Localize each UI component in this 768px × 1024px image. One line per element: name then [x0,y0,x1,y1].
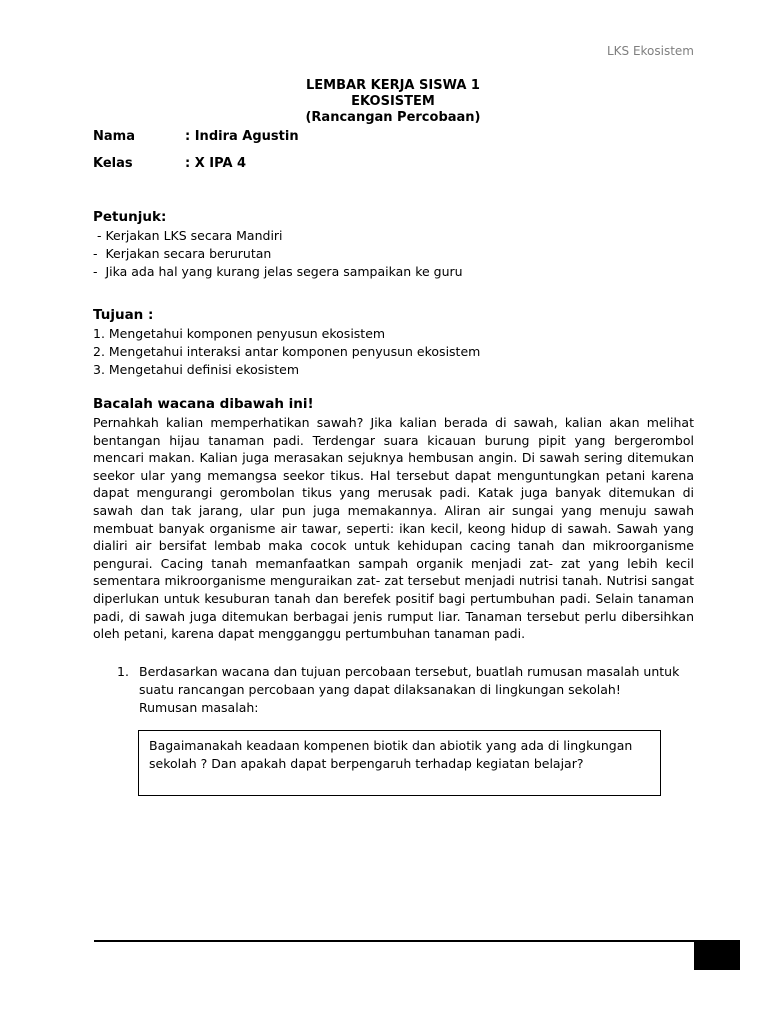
name-label: Nama [93,129,135,144]
reading-heading: Bacalah wacana dibawah ini! [93,396,314,412]
footer-rule [94,940,694,942]
class-row [93,156,246,171]
answer-box: Bagaimanakah keadaan kompenen biotik dan abiotik yang ada di lingkungan sekolah ? Dan apakah dapat berpengaruh terhadap kegiatan belajar? [138,730,661,796]
question-number: 1. [117,664,129,679]
class-label: Kelas [93,156,133,171]
title-line-2: EKOSISTEM [351,94,435,109]
objectives-heading: Tujuan : [93,307,154,323]
instructions-heading: Petunjuk: [93,209,167,225]
document-header: LKS Ekosistem [606,44,694,58]
page-number-box [694,940,740,970]
name-value: : Indira Agustin [185,129,299,144]
instruction-item: - Kerjakan LKS secara Mandiri [93,228,283,243]
objective-item: 3. Mengetahui definisi ekosistem [93,362,300,377]
objective-item: 1. Mengetahui komponen penyusun ekosistem [93,326,386,341]
question-1 [117,663,697,717]
instruction-item: - Kerjakan secara berurutan [93,246,272,261]
problem-formulation-label: Rumusan masalah: [139,700,259,715]
objectives-list [93,325,480,379]
title-line-3: (Rancangan Percobaan) [305,110,481,125]
worksheet-title [0,78,768,126]
instruction-item: - Jika ada hal yang kurang jelas segera sampaikan ke guru [93,264,463,279]
objective-item: 2. Mengetahui interaksi antar komponen penyusun ekosistem [93,344,481,359]
instructions-list [93,227,463,281]
question-text: Berdasarkan wacana dan tujuan percobaan tersebut, buatlah rumusan masalah untuk suatu rancangan percobaan yang dapat dilaksanakan di lingkungan sekolah! [139,664,680,697]
title-line-1: LEMBAR KERJA SISWA 1 [306,78,480,93]
reading-passage: Pernahkah kalian memperhatikan sawah? Jika kalian berada di sawah, kalian akan melihat bentangan hijau tanaman padi. Terdengar suara kicauan burung pipit yang bergerombol mencari makan. Kalian juga merasakan sejuknya hembusan angin. Di sawah sering ditemukan seekor ular yang memangsa seekor tikus. Hal tersebut dapat menguntungkan petani karena dapat mengurangi gerombolan tikus yang merusak padi. Katak juga banyak ditemukan di sawah dan tak jarang, ular pun juga memakannya. Aliran air sungai yang menuju sawah membuat banyak organisme air tawar, seperti: ikan kecil, keong hidup di sawah. Sawah yang dialiri air bersifat lembab maka cocok untuk kehidupan cacing tanah dan mikroorganisme pengurai. Cacing tanah memanfaatkan sampah organik menjadi zat- zat yang lebih kecil sementara mikroorganisme menguraikan zat- zat tersebut menjadi nutrisi tanah. Nutrisi sangat diperlukan untuk kesuburan tanah dan berefek positif bagi pertumbuhan padi. Selain tanaman padi, di sawah juga ditemukan berbagai jenis rumput liar. Tanaman tersebut perlu dibersihkan oleh petani, karena dapat mengganggu pertumbuhan tanaman padi. [93,415,694,642]
class-value: : X IPA 4 [185,156,247,171]
name-row [93,129,299,144]
